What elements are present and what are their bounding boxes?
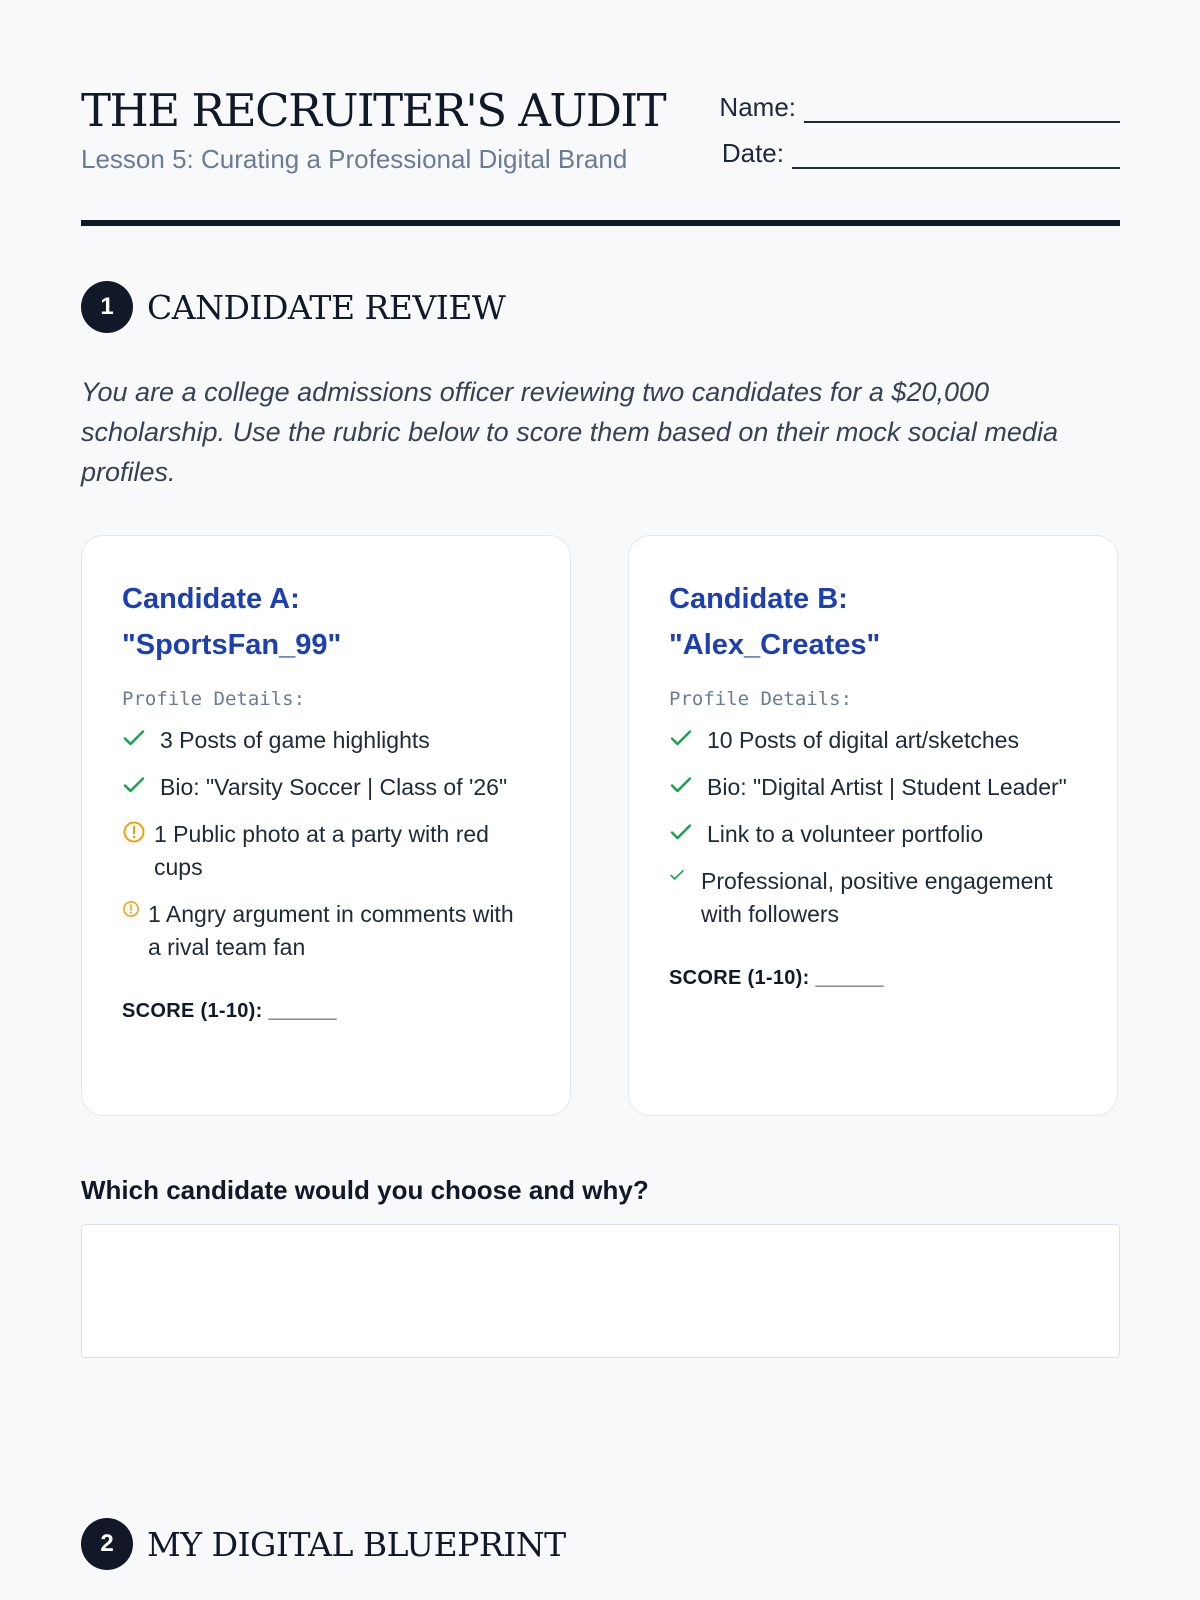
check-icon xyxy=(669,724,707,750)
candidate-b-title xyxy=(669,576,1077,668)
candidate-a-score[interactable]: SCORE (1-10): ______ xyxy=(122,1000,337,1022)
list-item xyxy=(669,724,1077,757)
list-item-text: Link to a volunteer portfolio xyxy=(707,821,984,847)
list-item xyxy=(122,818,530,884)
check-icon xyxy=(669,771,707,797)
header-divider xyxy=(81,220,1120,226)
candidate-b-profile-label: Profile Details: xyxy=(669,688,853,710)
candidate-b-card xyxy=(628,535,1118,1116)
section-1-heading xyxy=(81,281,505,333)
list-item xyxy=(122,724,530,757)
name-blank[interactable] xyxy=(804,95,1120,123)
date-label: Date: xyxy=(721,138,784,168)
candidate-a-handle: "SportsFan_99" xyxy=(122,629,342,661)
candidate-a-details xyxy=(122,724,530,964)
check-icon xyxy=(122,724,160,750)
candidate-b-details xyxy=(669,724,1077,931)
page-subtitle: Lesson 5: Curating a Professional Digital Brand xyxy=(81,144,628,174)
section-1-badge: 1 xyxy=(81,281,133,333)
check-icon xyxy=(122,771,160,797)
check-icon xyxy=(669,865,701,883)
choice-question: Which candidate would you choose and why? xyxy=(81,1175,649,1205)
page-title: THE RECRUITER'S AUDIT xyxy=(81,84,666,137)
candidate-b-score[interactable]: SCORE (1-10): ______ xyxy=(669,967,884,989)
answer-textbox[interactable] xyxy=(81,1224,1120,1358)
warning-icon xyxy=(122,898,148,918)
warning-icon xyxy=(122,818,154,844)
name-label: Name: xyxy=(719,92,796,122)
section-1-intro: You are a college admissions officer reviewing two candidates for a $20,000 scholarship. Use the rubric below to score them based on their mock social media profiles. xyxy=(81,377,1058,487)
list-item-text: Bio: "Varsity Soccer | Class of '26" xyxy=(160,774,508,800)
list-item-text: 10 Posts of digital art/sketches xyxy=(707,727,1019,753)
name-field xyxy=(719,92,1120,123)
list-item-text: 3 Posts of game highlights xyxy=(160,727,430,753)
candidate-a-title xyxy=(122,576,530,668)
section-2-badge: 2 xyxy=(81,1518,133,1570)
list-item-text: Bio: "Digital Artist | Student Leader" xyxy=(707,774,1067,800)
section-2-heading xyxy=(81,1518,566,1570)
section-2-title: MY DIGITAL BLUEPRINT xyxy=(147,1524,566,1564)
list-item xyxy=(122,898,530,964)
check-icon xyxy=(669,818,707,844)
list-item xyxy=(669,818,1077,851)
list-item-text: 1 Public photo at a party with red cups xyxy=(154,821,489,880)
list-item-text: 1 Angry argument in comments with a rival team fan xyxy=(148,901,514,960)
candidate-a-card xyxy=(81,535,571,1116)
list-item xyxy=(669,865,1077,931)
candidate-a-title-line1: Candidate A: xyxy=(122,583,300,615)
candidate-b-title-line1: Candidate B: xyxy=(669,583,848,615)
list-item xyxy=(669,771,1077,804)
list-item xyxy=(122,771,530,804)
date-blank[interactable] xyxy=(792,141,1120,169)
section-1-title: CANDIDATE REVIEW xyxy=(147,287,506,327)
candidate-b-handle: "Alex_Creates" xyxy=(669,629,881,661)
worksheet-header xyxy=(81,80,1120,230)
candidate-a-profile-label: Profile Details: xyxy=(122,688,306,710)
list-item-text: Professional, positive engagement with followers xyxy=(701,868,1053,927)
date-field xyxy=(722,138,1120,169)
